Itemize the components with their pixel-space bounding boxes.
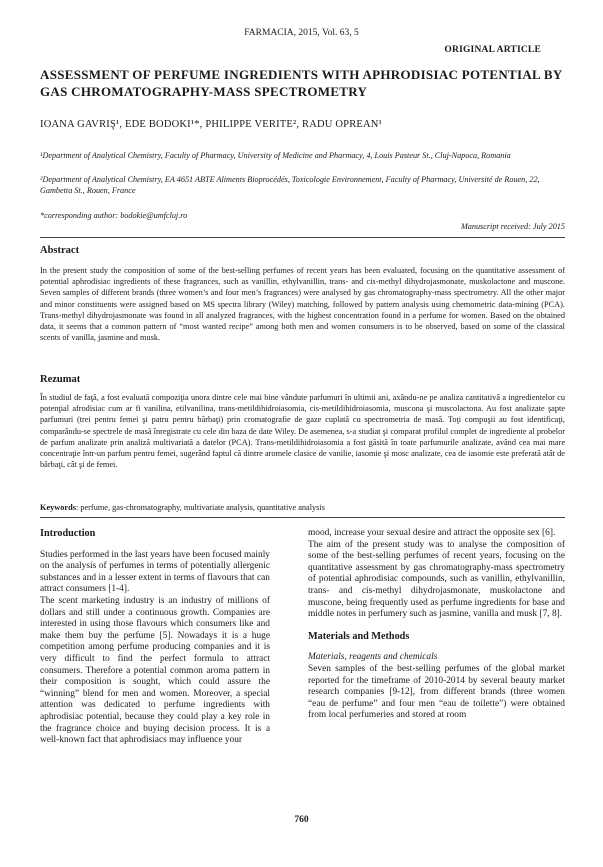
aim-paragraph: The aim of the present study was to analyse the composition of some of the best-selling perfumes of recent years, focusing on the quantitative assessment by gas chromatography-mass spectrometry of potential aphrodisiac compounds, such as vanillin, ethylvanillin, trans- and cis-methyl dihydrojasmonate, muskolactone and muscone, being frequently used as perfume ingredients for base and middle notes in perfumery such as jasmine, vanilla and musk [7, 8].	[308, 539, 565, 620]
corresponding-author: *corresponding author: bodokie@umfcluj.ro	[40, 211, 188, 220]
affiliation-1: ¹Department of Analytical Chemistry, Faculty of Pharmacy, University of Medicine and Pharmacy, 4, Louis Pasteur St., Cluj-Napoca, Romania	[40, 151, 511, 160]
methods-heading: Materials and Methods	[308, 630, 410, 642]
rezumat-heading: Rezumat	[40, 374, 81, 385]
left-column	[40, 528, 270, 747]
paper-title: ASSESSMENT OF PERFUME INGREDIENTS WITH APHRODISIAC POTENTIAL BY GAS CHROMATOGRAPHY-MASS SPECTROMETRY	[40, 67, 563, 99]
abstract-heading: Abstract	[40, 245, 80, 256]
intro-continuation: mood, increase your sexual desire and attract the opposite sex [6].	[308, 528, 556, 538]
abstract-text: In the present study the composition of some of the best-selling perfumes of recent years has been evaluated, focusing on the quantitative assessment of potential aphrodisiac ingredients of these fragrances, such as vanillin, ethylvanillin, trans- and cis-methyl dihydrojasmonate, muskolactone and muscone. Seven samples of different brands (three women’s and four men’s fragrances) were analysed by gas chromatography-mass spectrometry. All the other major and minor constituents were assigned based on MS spectra library (Wiley) matching, followed by pattern analysis using chemometric data-mining (PCA). Trans-methyl dihydrojasmonate was found in all analyzed fragrances, with the highest concentration found in a perfume for women. Based on the obtained data, it seems that a common pattern of “most wanted recipe” among both men and women consumers is to be observed, based on some of the classical scents of vanilla, jasmine and musk.	[40, 266, 565, 343]
divider-bottom	[40, 517, 565, 518]
rezumat-text: În studiul de faţă, a fost evaluată compoziţia unora dintre cele mai bine vândute parfumuri în ultimii ani, axându-ne pe analiza cantitativă a ingredientelor cu potenţial afrodisiac cum ar fi vanilina, etilvanilina, trans-metildihidroiasomia, cis-metildihidroiasomia, muscona şi muscolactona. Au fost analizate şapte parfumuri (trei pentru femei şi patru pentru bărbaţi) prin cromatografie de gaze cuplată cu spectrometria de masă. Toţi compuşii au fost identificaţi, comparându-se spectrele de masă înregistrate cu cele din baza de date Wiley. De asemenea, s-a studiat şi comparat profilul complet de ingrediente al probelor de parfum analizate prin analiză multivariată a datelor (PCA). Trans-metildihidroiasomia a fost găsită în toate parfumurile analizate, având cea mai mare concentraţie într-un parfum pentru femei, sugerând faptul că dintre aromele clasice de vanilie, iasomie şi mosc analizate, cea de iasomie este preferată atât de bărbaţi, cât şi de femei.	[40, 393, 565, 470]
divider-top	[40, 237, 565, 238]
journal-header: FARMACIA, 2015, Vol. 63, 5	[244, 28, 359, 38]
introduction-heading: Introduction	[40, 528, 96, 539]
manuscript-received: Manuscript received: July 2015	[460, 222, 565, 231]
affiliation-2: ²Department of Analytical Chemistry, EA 4651 ABTE Aliments Bioprocédés, Toxicologie Environnement, Faculty of Pharmacy, Université de Rouen, 22, Gambetta St., Rouen, France	[40, 175, 540, 195]
keywords-text: : perfume, gas-chromatography, multivariate analysis, quantitative analysis	[75, 503, 325, 512]
page-number: 760	[294, 815, 309, 825]
materials-subheading: Materials, reagents and chemicals	[308, 652, 438, 663]
keywords-label: Keywords	[40, 503, 76, 512]
article-type: ORIGINAL ARTICLE	[444, 45, 541, 55]
right-column	[308, 528, 565, 722]
intro-paragraph-2: The scent marketing industry is an industry of millions of dollars and still under a continuous growth. Companies are interested in using those flavours which consumers like and make them buy the perfume [5]. Nowadays it is a huge competition among perfume producing companies and it is very difficult to find the perfect formula to attract consumers. Therefore a potential common aroma pattern in their composition is sought, which could assure the “winning” blend for men and women. Moreover, a special attention was dedicated to perfume ingredients with aphrodisiac potential, because they could play a key role in the fragrance choice and buying decision process. It is a well-known fact that aphrodisiacs may influence your	[40, 595, 270, 746]
keywords	[40, 503, 565, 512]
author-list: IOANA GAVRIŞ¹, EDE BODOKI¹*, PHILIPPE VERITE², RADU OPREAN¹	[40, 119, 382, 130]
intro-paragraph-1: Studies performed in the last years have been focused mainly on the analysis of perfumes in terms of potentially allergenic substances and in a lesser extent in terms of flavours that can attract consumers [1-4].	[40, 549, 270, 595]
materials-paragraph: Seven samples of the best-selling perfumes of the global market reported for the timeframe of 2010-2014 by several beauty market research companies [9-12], from different brands (three women “eau de perfume” and four men “eau de toilette”) were obtained from local perfumeries and stored at room	[308, 663, 565, 721]
